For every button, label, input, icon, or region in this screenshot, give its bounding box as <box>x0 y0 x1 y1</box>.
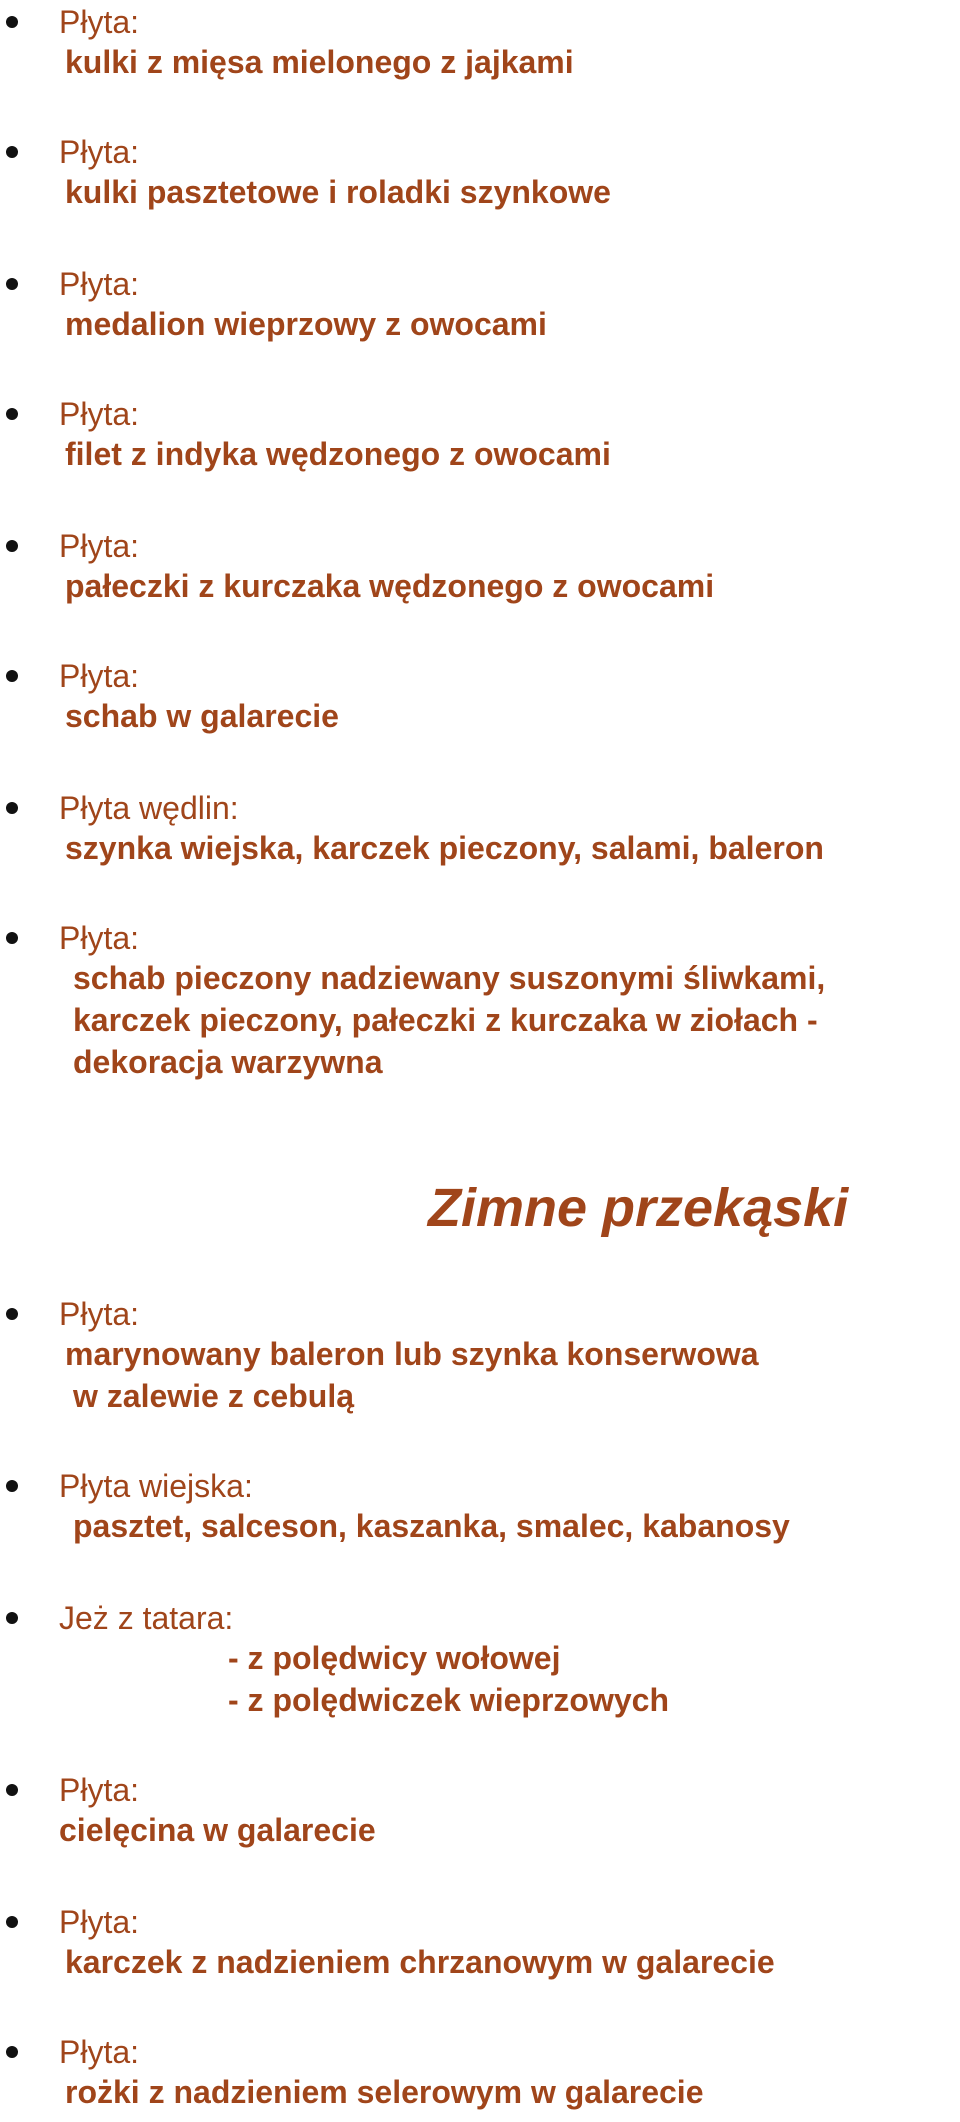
item-title: Płyta: <box>59 2034 140 2070</box>
item-content: schab pieczony nadziewany suszonymi śliwkami, <box>73 960 826 996</box>
item-content: - z polędwicy wołowej <box>228 1640 561 1676</box>
bullet-icon <box>6 16 18 28</box>
bullet-icon <box>6 540 18 552</box>
item-content: w zalewie z cebulą <box>73 1378 354 1414</box>
item-title: Płyta: <box>59 396 140 432</box>
bullet-icon <box>6 146 18 158</box>
item-title: Płyta: <box>59 4 140 40</box>
item-title: Płyta: <box>59 920 140 956</box>
item-title: Płyta: <box>59 134 140 170</box>
item-title: Płyta: <box>59 1772 140 1808</box>
item-content: marynowany baleron lub szynka konserwowa <box>65 1336 759 1372</box>
bullet-icon <box>6 2046 18 2058</box>
item-content: rożki z nadzieniem selerowym w galarecie <box>65 2074 704 2110</box>
item-content: pasztet, salceson, kaszanka, smalec, kabanosy <box>73 1508 790 1544</box>
bullet-icon <box>6 1612 18 1624</box>
item-content: schab w galarecie <box>65 698 339 734</box>
bullet-icon <box>6 670 18 682</box>
bullet-icon <box>6 1916 18 1928</box>
bullet-icon <box>6 1480 18 1492</box>
bullet-icon <box>6 408 18 420</box>
item-title: Płyta: <box>59 1296 140 1332</box>
item-title: Płyta: <box>59 528 140 564</box>
item-content: kulki pasztetowe i roladki szynkowe <box>65 174 611 210</box>
item-content: karczek pieczony, pałeczki z kurczaka w ziołach - <box>73 1002 818 1038</box>
item-title: Płyta: <box>59 1904 140 1940</box>
bullet-icon <box>6 1784 18 1796</box>
item-title: Płyta wiejska: <box>59 1468 253 1504</box>
item-content: filet z indyka wędzonego z owocami <box>65 436 611 472</box>
item-title: Płyta: <box>59 658 140 694</box>
bullet-icon <box>6 802 18 814</box>
item-title: Jeż z tatara: <box>59 1600 234 1636</box>
item-content: medalion wieprzowy z owocami <box>65 306 547 342</box>
item-content: karczek z nadzieniem chrzanowym w galarecie <box>65 1944 775 1980</box>
bullet-icon <box>6 932 18 944</box>
item-content: - z polędwiczek wieprzowych <box>228 1682 669 1718</box>
item-content: szynka wiejska, karczek pieczony, salami, baleron <box>65 830 824 866</box>
bullet-icon <box>6 278 18 290</box>
section-heading: Zimne przekąski <box>428 1178 849 1238</box>
item-content: dekoracja warzywna <box>73 1044 383 1080</box>
item-title: Płyta: <box>59 266 140 302</box>
item-content: cielęcina w galarecie <box>59 1812 376 1848</box>
bullet-icon <box>6 1308 18 1320</box>
item-content: pałeczki z kurczaka wędzonego z owocami <box>65 568 715 604</box>
item-content: kulki z mięsa mielonego z jajkami <box>65 44 574 80</box>
item-title: Płyta wędlin: <box>59 790 239 826</box>
